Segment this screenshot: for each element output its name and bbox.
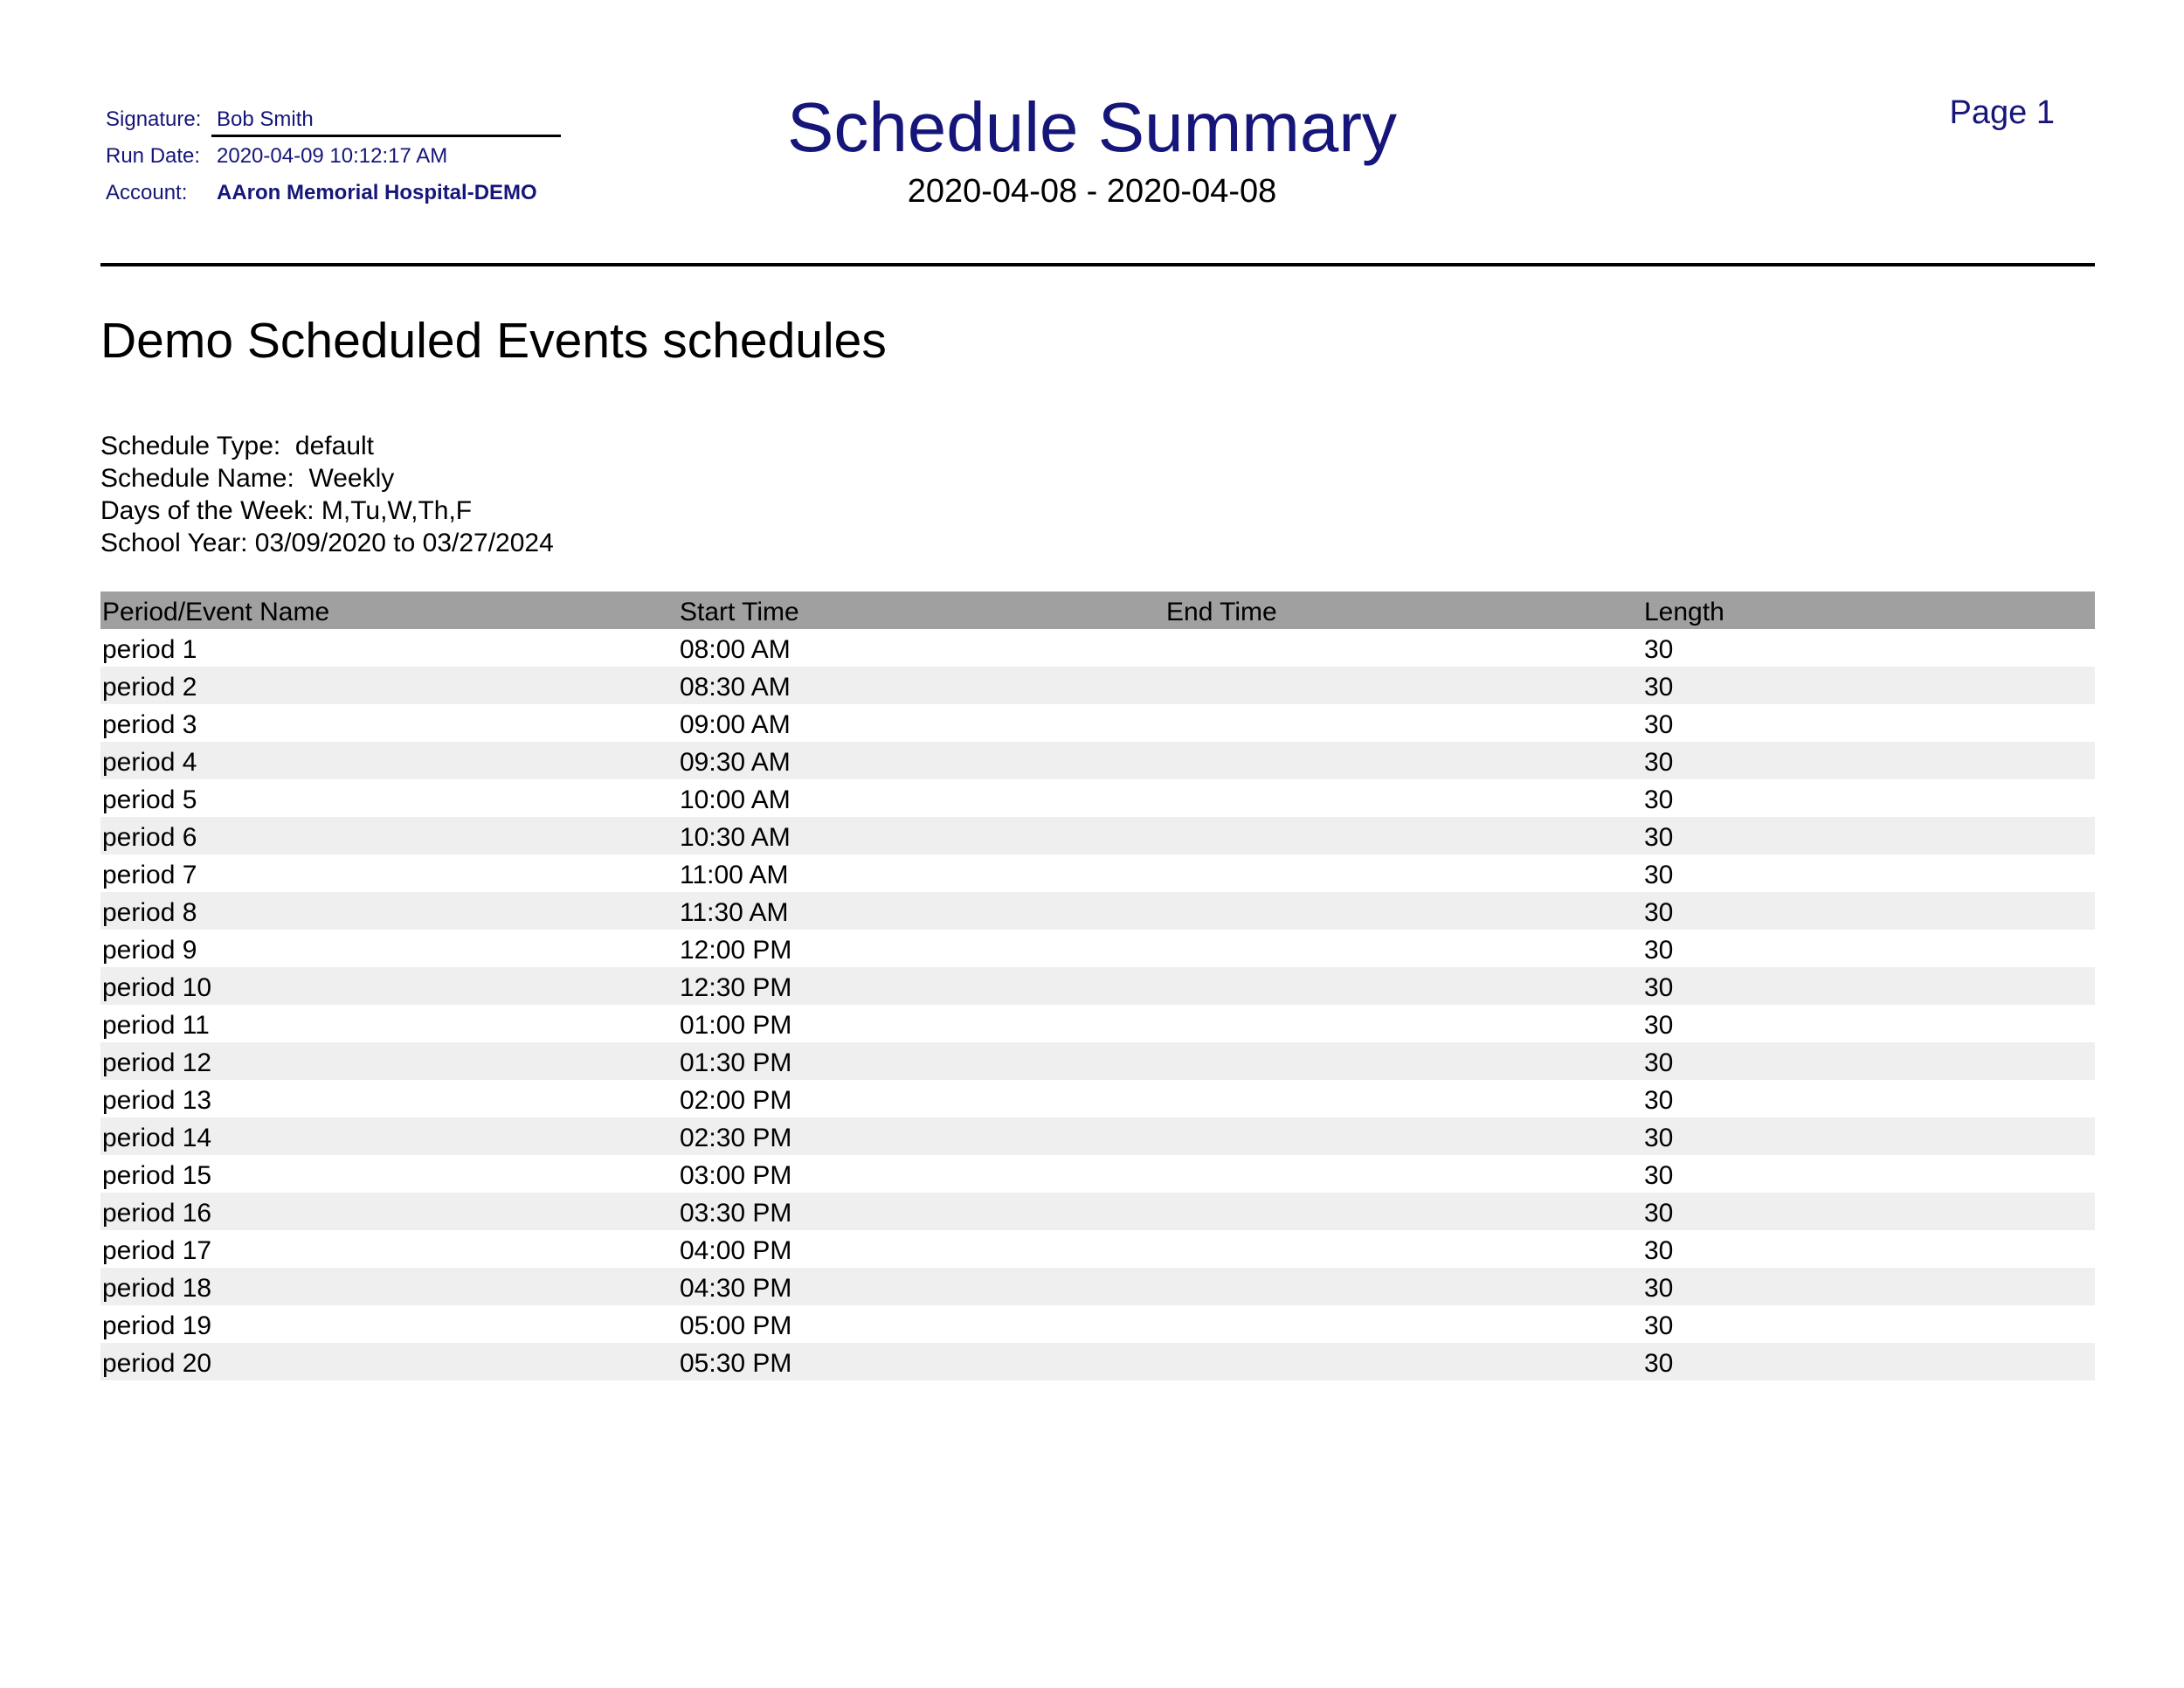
cell-period-name: period 17	[102, 1236, 212, 1265]
account-label: Account:	[106, 181, 188, 204]
table-row	[100, 930, 2095, 967]
cell-period-name: period 6	[102, 823, 197, 852]
cell-start-time: 08:00 AM	[680, 635, 791, 664]
table-header-row	[100, 591, 2095, 629]
table-row	[100, 667, 2095, 704]
cell-start-time: 08:30 AM	[680, 673, 791, 702]
cell-start-time: 12:30 PM	[680, 973, 792, 1002]
run-date-label: Run Date:	[106, 144, 201, 168]
report-date-range: 2020-04-08 - 2020-04-08	[907, 173, 1277, 210]
school-year: School Year: 03/09/2020 to 03/27/2024	[100, 529, 554, 557]
page-number: Page 1	[1949, 94, 2055, 131]
cell-period-name: period 13	[102, 1086, 212, 1115]
cell-length: 30	[1644, 898, 1674, 927]
cell-start-time: 02:00 PM	[680, 1086, 792, 1115]
cell-length: 30	[1644, 1086, 1674, 1115]
cell-start-time: 01:00 PM	[680, 1011, 792, 1040]
cell-start-time: 03:30 PM	[680, 1199, 792, 1228]
table-row	[100, 1230, 2095, 1268]
cell-length: 30	[1644, 973, 1674, 1002]
cell-start-time: 12:00 PM	[680, 936, 792, 965]
cell-start-time: 05:30 PM	[680, 1349, 792, 1378]
cell-length: 30	[1644, 635, 1674, 664]
cell-length: 30	[1644, 823, 1674, 852]
table-row	[100, 1268, 2095, 1305]
cell-start-time: 04:30 PM	[680, 1274, 792, 1303]
cell-period-name: period 16	[102, 1199, 212, 1228]
table-row	[100, 742, 2095, 779]
cell-period-name: period 7	[102, 861, 197, 889]
cell-length: 30	[1644, 1124, 1674, 1152]
cell-period-name: period 11	[102, 1011, 210, 1040]
cell-length: 30	[1644, 1349, 1674, 1378]
schedule-info	[100, 430, 554, 559]
cell-length: 30	[1644, 673, 1674, 702]
cell-period-name: period 18	[102, 1274, 212, 1303]
table-row	[100, 704, 2095, 742]
signature-label: Signature:	[106, 107, 202, 131]
schedule-name: Schedule Name: Weekly	[100, 464, 395, 493]
cell-period-name: period 5	[102, 785, 197, 814]
cell-period-name: period 15	[102, 1161, 212, 1190]
cell-start-time: 11:30 AM	[680, 898, 789, 927]
days-of-week: Days of the Week: M,Tu,W,Th,F	[100, 496, 473, 525]
cell-start-time: 04:00 PM	[680, 1236, 792, 1265]
table-row	[100, 1005, 2095, 1042]
header-divider	[100, 263, 2095, 266]
cell-start-time: 03:00 PM	[680, 1161, 792, 1190]
cell-length: 30	[1644, 1048, 1674, 1077]
table-row	[100, 1155, 2095, 1193]
column-header-start: Start Time	[680, 598, 799, 626]
cell-start-time: 09:00 AM	[680, 710, 791, 739]
table-row	[100, 854, 2095, 892]
column-header-end: End Time	[1166, 598, 1277, 626]
cell-start-time: 01:30 PM	[680, 1048, 792, 1077]
cell-length: 30	[1644, 710, 1674, 739]
cell-period-name: period 14	[102, 1124, 212, 1152]
cell-start-time: 10:00 AM	[680, 785, 791, 814]
table-row	[100, 779, 2095, 817]
table-row	[100, 967, 2095, 1005]
signature-line	[211, 135, 561, 137]
cell-length: 30	[1644, 1161, 1674, 1190]
cell-period-name: period 20	[102, 1349, 212, 1378]
schedule-type: Schedule Type: default	[100, 432, 375, 460]
cell-period-name: period 1	[102, 635, 197, 664]
cell-start-time: 05:00 PM	[680, 1311, 792, 1340]
table-row	[100, 1193, 2095, 1230]
cell-length: 30	[1644, 1199, 1674, 1228]
cell-period-name: period 12	[102, 1048, 212, 1077]
section-title: Demo Scheduled Events schedules	[100, 313, 887, 369]
table-row	[100, 817, 2095, 854]
cell-period-name: period 3	[102, 710, 197, 739]
cell-length: 30	[1644, 1236, 1674, 1265]
cell-length: 30	[1644, 748, 1674, 777]
cell-length: 30	[1644, 936, 1674, 965]
table-row	[100, 892, 2095, 930]
table-row	[100, 1042, 2095, 1080]
cell-start-time: 11:00 AM	[680, 861, 789, 889]
cell-start-time: 10:30 AM	[680, 823, 791, 852]
cell-period-name: period 4	[102, 748, 197, 777]
table-row	[100, 1305, 2095, 1343]
cell-period-name: period 8	[102, 898, 197, 927]
run-date-value: 2020-04-09 10:12:17 AM	[217, 144, 448, 168]
cell-period-name: period 2	[102, 673, 197, 702]
cell-period-name: period 10	[102, 973, 212, 1002]
cell-period-name: period 9	[102, 936, 197, 965]
account-value: AAron Memorial Hospital-DEMO	[217, 181, 537, 204]
cell-length: 30	[1644, 785, 1674, 814]
table-row	[100, 1080, 2095, 1117]
column-header-name: Period/Event Name	[102, 598, 330, 626]
cell-start-time: 09:30 AM	[680, 748, 791, 777]
table-row	[100, 629, 2095, 667]
table-row	[100, 1117, 2095, 1155]
cell-length: 30	[1644, 1274, 1674, 1303]
column-header-length: Length	[1644, 598, 1724, 626]
cell-length: 30	[1644, 1311, 1674, 1340]
signature-value: Bob Smith	[217, 107, 314, 131]
schedule-table	[100, 591, 2095, 1380]
cell-length: 30	[1644, 861, 1674, 889]
cell-length: 30	[1644, 1011, 1674, 1040]
cell-start-time: 02:30 PM	[680, 1124, 792, 1152]
report-title: Schedule Summary	[786, 88, 1398, 166]
cell-period-name: period 19	[102, 1311, 212, 1340]
table-row	[100, 1343, 2095, 1380]
